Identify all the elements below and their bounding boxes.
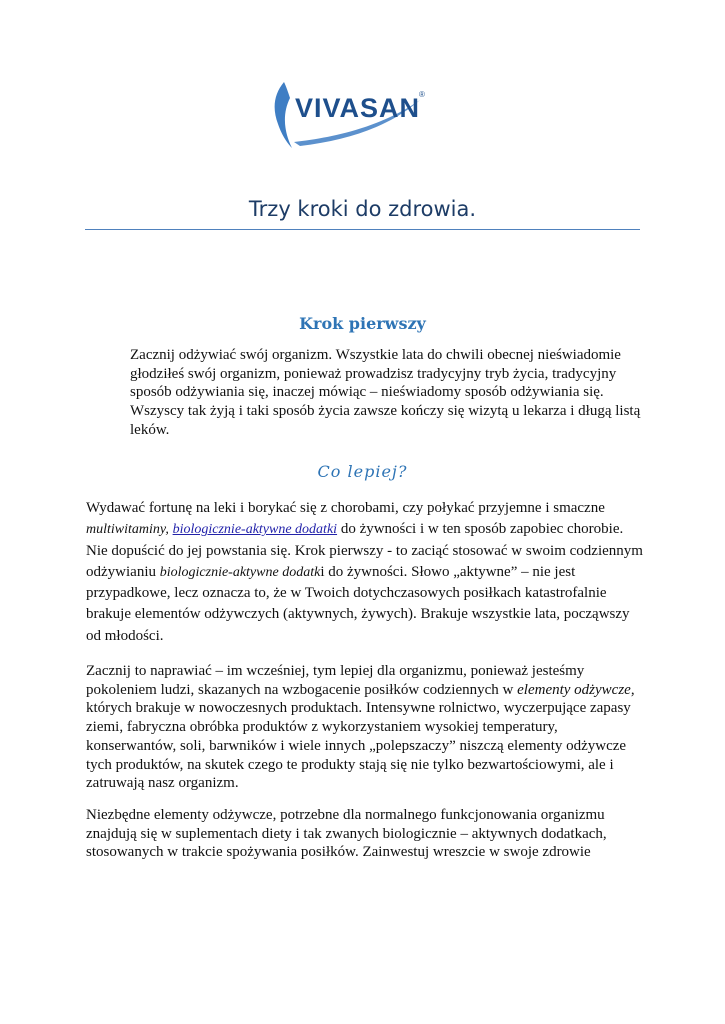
logo-text: VIVASAN	[295, 93, 421, 123]
intro-paragraph: Zacznij odżywiać swój organizm. Wszystkie lata do chwili obecnej nieświadomie głodziłeś swój organizm, ponieważ prowadzisz tradycyjny tryb życia, tradycyjny sposób odżywiania się, inaczej mówiąc – nieświadomy sposób odżywiania się. Wszyscy tak żyją i taki sposób życia zawsze kończy się wizytą u lekarza i długą listą leków.	[130, 347, 641, 438]
paragraph-2	[86, 662, 646, 793]
p1-multivitamins: multiwitaminy,	[86, 522, 169, 538]
title-divider	[85, 229, 640, 230]
page-title: Trzy kroki do zdrowia.	[248, 197, 477, 221]
p2-nutrients: elementy odżywcze	[517, 681, 631, 698]
p1-text-c: i do żywności. Słowo „aktywne” – nie jest przypadkowe, lecz oznacza to, że w Twoich dotychczasowych posiłkach katastrofalnie brakuje elementów odżywczych (aktywnych, żywych). Brakuje wszystkie lata, począwszy od młodości.	[86, 563, 630, 644]
registered-mark: ®	[419, 90, 425, 99]
p1-text-b: do żywności i w ten sposób zapobiec chorobie. Nie dopuścić do jej powstania się. Krok pierwszy - to zaciąć stosować w swoim codziennym odżywianiu	[86, 521, 643, 580]
p2-text-a: Zacznij to naprawiać – im wcześniej, tym lepiej dla organizmu, ponieważ jesteśmy pokoleniem ludzi, skazanych na wzbogacenie posiłków codziennych w	[86, 663, 585, 698]
better-heading: Co lepiej?	[317, 462, 408, 481]
paragraph-1	[86, 498, 646, 647]
p2-text-b: , których brakuje w nowoczesnych produktach. Intensywne rolnictwo, wyczerpujące zapasy ziemi, fabryczna obróbka produktów z wykorzystaniem wysokiej temperatury, konserwantów, soli, barwników i wiele innych „polepszaczy” niszczą elementy odżywcze tych produktów, na skutek czego te produkty stają się nie tylko bezwartościowymi, ale i zatruwają nasz organizm.	[86, 681, 635, 792]
bioactive-supplements-link[interactable]: biologicznie-aktywne dodatki	[172, 522, 338, 538]
paragraph-3: Niezbędne elementy odżywcze, potrzebne dla normalnego funkcjonowania organizmu znajdują się w suplementach diety i tak zwanych biologicznie – aktywnych dodatkach, stosowanych w trakcie spożywania posiłków. Zainwestuj wreszcie w swoje zdrowie	[86, 807, 607, 861]
vivasan-logo	[270, 80, 430, 150]
p1-bioactive: biologicznie-aktywne dodatk	[159, 564, 321, 580]
step-heading: Krok pierwszy	[299, 314, 426, 333]
p1-text-a: Wydawać fortunę na leki i borykać się z chorobami, czy połykać przyjemne i smaczne	[86, 500, 605, 516]
